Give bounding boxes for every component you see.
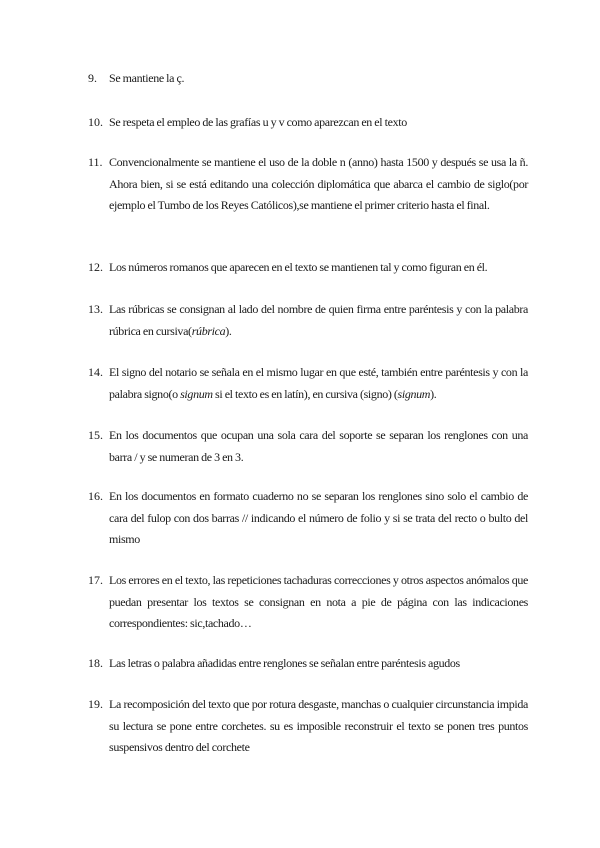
list-item-12	[88, 257, 528, 279]
item-number: 18.	[88, 656, 103, 670]
item-text: Se mantiene la ç.	[109, 71, 185, 85]
item-text: Se respeta el empleo de las grafías u y v como aparezcan en el texto	[109, 115, 407, 129]
italic-word: signum	[397, 386, 431, 401]
item-number: 16.	[88, 489, 103, 503]
item-text: Los números romanos que aparecen en el texto se mantienen tal y como figuran en él.	[109, 260, 488, 274]
list-item-15	[88, 425, 528, 468]
item-number: 14.	[88, 365, 103, 379]
list-item-19	[88, 694, 528, 759]
item-text: Las letras o palabra añadidas entre renglones se señalan entre paréntesis agudos	[109, 656, 460, 670]
item-text: La recomposición del texto que por rotura desgaste, manchas o cualquier circunstancia impida su lectura se pone entre corchetes. su es imposible reconstruir el texto se ponen tres puntos suspensivos dentro del corchete	[109, 697, 528, 754]
list-item-17	[88, 570, 528, 635]
item-text-part: si el texto es en latín), en cursiva (signo) (	[212, 386, 398, 401]
list-item-14	[88, 362, 528, 405]
item-number: 11.	[88, 155, 103, 169]
italic-word: rúbrica	[191, 323, 226, 338]
item-text-part: ).	[430, 386, 437, 401]
item-number: 17.	[88, 573, 103, 587]
item-text: Los errores en el texto, las repeticiones tachaduras correcciones y otros aspectos anómalos que puedan presentar los textos se consignan en nota a pie de página con las indicaciones correspondientes: sic,tachado…	[109, 573, 528, 630]
item-text: Convencionalmente se mantiene el uso de la doble n (anno) hasta 1500 y después se usa la ñ. Ahora bien, si se está editando una colección diplomática que abarca el cambio de siglo(por ejemplo el Tumbo de los Reyes Católicos),se mantiene el primer criterio hasta el final.	[109, 155, 528, 212]
item-number: 9.	[88, 71, 97, 85]
item-text-part: El signo del notario se señala en el mismo lugar en que esté, también entre paréntesis y con la palabra signo(o	[109, 365, 528, 401]
list-item-18	[88, 653, 528, 675]
item-number: 15.	[88, 428, 103, 442]
list-item-9	[88, 68, 528, 90]
item-text	[109, 362, 528, 405]
item-text	[109, 299, 528, 342]
item-number: 19.	[88, 697, 103, 711]
item-number: 13.	[88, 302, 103, 316]
list-item-11	[88, 152, 528, 217]
item-number: 10.	[88, 115, 103, 129]
list-item-16	[88, 486, 528, 551]
item-text: En los documentos en formato cuaderno no se separan los renglones sino solo el cambio de cara del fulop con dos barras // indicando el número de folio y si se trata del recto o bulto del mismo	[109, 489, 528, 546]
item-text-part: ).	[225, 323, 232, 338]
list-item-10	[88, 112, 528, 134]
item-number: 12.	[88, 260, 103, 274]
italic-word: signum	[180, 386, 213, 401]
item-text-part: Las rúbricas se consignan al lado del nombre de quien firma entre paréntesis y con la palabra rúbrica en cursiva(	[109, 302, 528, 338]
item-text: En los documentos que ocupan una sola cara del soporte se separan los renglones con una barra / y se numeran de 3 en 3.	[109, 428, 528, 464]
list-item-13	[88, 299, 528, 342]
